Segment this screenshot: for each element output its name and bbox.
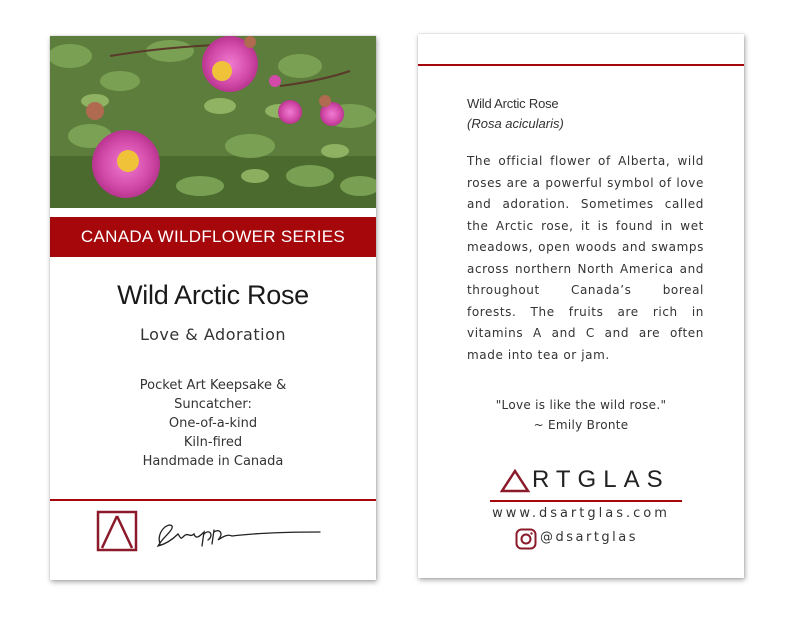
social-handle: @dsartglas (540, 530, 639, 545)
latin-name: (Rosa acicularis) (467, 116, 564, 131)
series-banner: CANADA WILDFLOWER SERIES (50, 217, 376, 257)
front-card (50, 36, 376, 580)
instagram-icon (515, 528, 537, 550)
flower-subtitle: Love & Adoration (139, 325, 287, 344)
divider (418, 64, 744, 66)
back-card (418, 34, 744, 578)
website-link[interactable]: www.dsartglas.com (492, 506, 670, 521)
feature-item: Kiln-fired (183, 435, 243, 450)
quote-author: ~ Emily Bronte (533, 418, 629, 432)
back-title: Wild Arctic Rose (467, 96, 559, 111)
feature-item: Pocket Art Keepsake & (139, 378, 287, 393)
logo-triangle-icon (500, 469, 530, 493)
rose-photo (50, 36, 376, 208)
flower-title: Wild Arctic Rose (117, 280, 309, 310)
feature-item: One-of-a-kind (168, 416, 258, 431)
feature-list (50, 376, 376, 471)
divider (50, 499, 376, 501)
feature-item: Handmade in Canada (142, 454, 284, 469)
logo-triangle-square-icon (96, 510, 138, 552)
brand-name: RTGLAS (532, 466, 670, 493)
signature-icon (148, 510, 328, 552)
quote: "Love is like the wild rose." (495, 398, 667, 412)
brand-underline (490, 500, 682, 502)
feature-item: Suncatcher: (174, 397, 252, 412)
description: The official flower of Alberta, wild roses are a powerful symbol of love and adoration. Sometimes called the Arctic rose, it is found in wet meadows, open woods and swamps across northern North America and throughout Canada’s boreal forests. The fruits are rich in vitamins A and C and are often made into tea or jam. (467, 154, 704, 362)
